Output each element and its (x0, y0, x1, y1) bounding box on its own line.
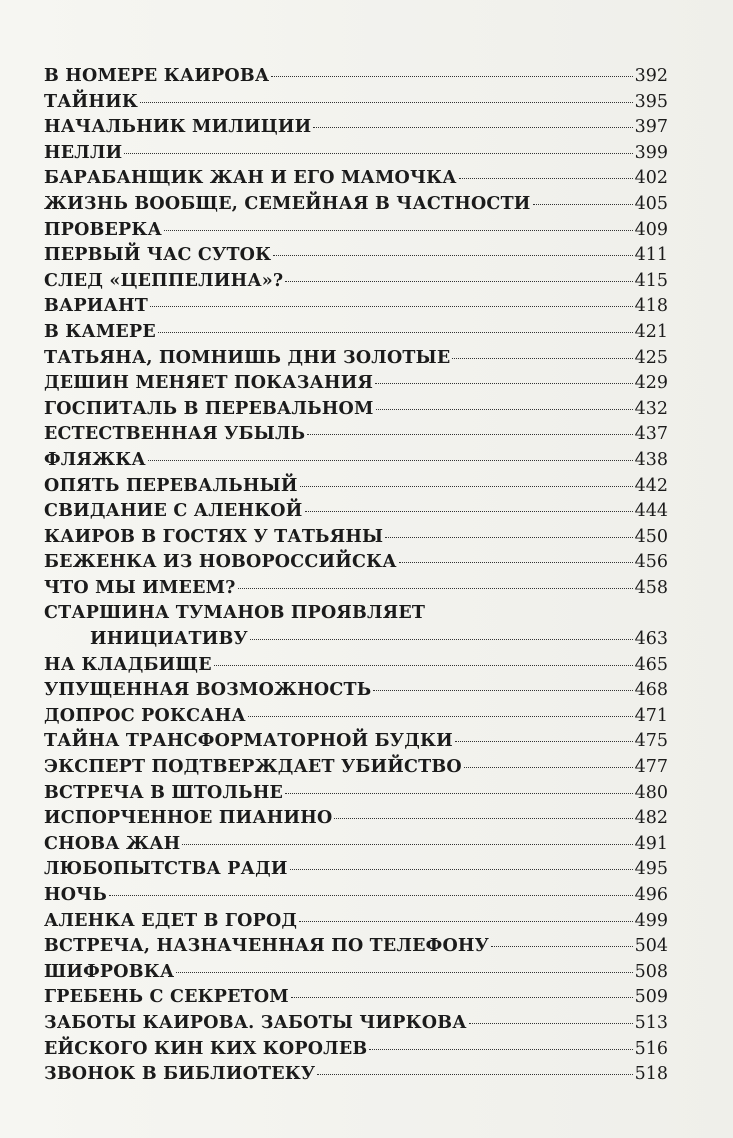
toc-entry (44, 422, 668, 448)
toc-entry-title: СНОВА ЖАН (44, 833, 181, 854)
toc-entry (44, 781, 668, 807)
toc-entry (44, 857, 668, 883)
toc-entry-title: КАИРОВ В ГОСТЯХ У ТАТЬЯНЫ (44, 526, 384, 547)
toc-entry (44, 653, 668, 679)
toc-entry (44, 576, 668, 602)
toc-entry (44, 448, 668, 474)
toc-page-number: 458 (634, 577, 668, 598)
toc-entry-title: ТАЙНИК (44, 91, 138, 112)
dot-leader (285, 280, 632, 282)
toc-page-number: 437 (634, 424, 668, 445)
dot-leader (305, 510, 633, 512)
toc-entry (44, 960, 668, 986)
toc-entry-title: ШИФРОВКА (44, 961, 175, 982)
toc-entry-title: ЛЮБОПЫТСТВА РАДИ (44, 859, 288, 880)
toc-entry (44, 294, 668, 320)
toc-entry (44, 704, 668, 730)
dot-leader (285, 792, 632, 794)
toc-page-number: 508 (634, 961, 668, 982)
dot-leader (140, 101, 633, 103)
toc-page-number: 409 (634, 219, 668, 240)
dot-leader (182, 843, 632, 845)
toc-entry (44, 525, 668, 551)
toc-page-number: 513 (634, 1012, 668, 1033)
toc-entry-title: В НОМЕРЕ КАИРОВА (44, 66, 270, 86)
dot-leader (273, 254, 632, 256)
dot-leader (375, 382, 632, 384)
toc-page-number: 415 (634, 270, 668, 291)
toc-entry-title: В КАМЕРЕ (44, 321, 156, 342)
toc-entry-title: ЕЙСКОГО КИН КИХ КОРОЛЕВ (44, 1038, 368, 1059)
dot-leader (214, 664, 633, 666)
toc-page-number: 402 (634, 168, 668, 189)
dot-leader (469, 1022, 633, 1024)
toc-entry (44, 832, 668, 858)
toc-page-number: 456 (634, 552, 668, 573)
dot-leader (176, 971, 632, 973)
dot-leader (307, 433, 632, 435)
toc-page-number: 444 (634, 501, 668, 522)
toc-entry-title: ВСТРЕЧА В ШТОЛЬНЕ (44, 782, 284, 803)
toc-page-number: 411 (634, 245, 668, 266)
toc-entry-title: БЕЖЕНКА ИЗ НОВОРОССИЙСКА (44, 552, 397, 573)
toc-page-number: 421 (634, 321, 668, 342)
toc-entry (44, 729, 668, 755)
toc-entry (44, 141, 668, 167)
toc-page-number: 425 (634, 347, 668, 368)
toc-entry (44, 192, 668, 218)
toc-entry (44, 909, 668, 935)
toc-entry (44, 1037, 668, 1063)
toc-entry-title: ДОПРОС РОКСАНА (44, 705, 246, 726)
toc-entry (44, 601, 668, 627)
toc-entry-title-continuation: ИНИЦИАТИВУ (90, 629, 248, 650)
dot-leader (533, 203, 633, 205)
toc-entry (44, 1062, 668, 1088)
toc-page-number: 397 (634, 117, 668, 138)
toc-entry-title: ЧТО МЫ ИМЕЕМ? (44, 577, 236, 598)
toc-entry (44, 985, 668, 1011)
toc-entry (44, 499, 668, 525)
toc-entry-title: СЛЕД «ЦЕППЕЛИНА»? (44, 270, 284, 291)
dot-leader (334, 817, 632, 819)
toc-entry-title: ЖИЗНЬ ВООБЩЕ, СЕМЕЙНАЯ В ЧАСТНОСТИ (44, 193, 531, 214)
dot-leader (373, 689, 632, 691)
toc-entry (44, 397, 668, 423)
dot-leader (369, 1048, 632, 1050)
toc-page-number: 482 (634, 808, 668, 829)
toc-page-number: 480 (634, 782, 668, 803)
toc-page-number: 471 (634, 705, 668, 726)
dot-leader (250, 638, 633, 640)
toc-entry (44, 64, 668, 90)
toc-page-number: 475 (634, 731, 668, 752)
toc-entry-title: ГОСПИТАЛЬ В ПЕРЕВАЛЬНОМ (44, 398, 374, 419)
dot-leader (124, 152, 632, 154)
toc-entry-continuation (44, 627, 668, 653)
toc-entry-title: ИСПОРЧЕННОЕ ПИАНИНО (44, 808, 333, 829)
toc-entry-title: УПУЩЕННАЯ ВОЗМОЖНОСТЬ (44, 680, 372, 701)
toc-page-number: 392 (634, 66, 668, 86)
toc-entry-title: ТАЙНА ТРАНСФОРМАТОРНОЙ БУДКИ (44, 731, 453, 752)
toc-entry-title: АЛЕНКА ЕДЕТ В ГОРОД (44, 910, 298, 931)
toc-entry (44, 550, 668, 576)
toc-page-number: 516 (634, 1038, 668, 1059)
dot-leader (148, 459, 633, 461)
toc-entry-title: ОПЯТЬ ПЕРЕВАЛЬНЫЙ (44, 475, 298, 496)
dot-leader (313, 126, 632, 128)
toc-entry (44, 755, 668, 781)
toc-page-number: 495 (634, 859, 668, 880)
toc-page-number: 477 (634, 757, 668, 778)
toc-entry-title: ПРОВЕРКА (44, 219, 162, 240)
toc-page-number: 405 (634, 193, 668, 214)
toc-page-number: 442 (634, 475, 668, 496)
toc-entry-title: БАРАБАНЩИК ЖАН И ЕГО МАМОЧКА (44, 168, 457, 189)
dot-leader (290, 868, 633, 870)
dot-leader (376, 408, 633, 410)
toc-page-number: 499 (634, 910, 668, 931)
toc-entry (44, 346, 668, 372)
toc-page-number: 438 (634, 449, 668, 470)
toc-entry-title: ЭКСПЕРТ ПОДТВЕРЖДАЕТ УБИЙСТВО (44, 757, 462, 778)
toc-entry (44, 371, 668, 397)
toc-page-number: 509 (634, 987, 668, 1008)
toc-entry (44, 218, 668, 244)
dot-leader (271, 75, 632, 77)
toc-page-number: 465 (634, 654, 668, 675)
toc-page-number: 491 (634, 833, 668, 854)
toc-entry-title: НЕЛЛИ (44, 142, 123, 163)
dot-leader (164, 229, 633, 231)
toc-page-number: 504 (634, 936, 668, 957)
toc-entry (44, 806, 668, 832)
dot-leader (291, 996, 633, 998)
toc-entry (44, 243, 668, 269)
dot-leader (150, 305, 633, 307)
dot-leader (317, 1073, 632, 1075)
toc-entry-title: НАЧАЛЬНИК МИЛИЦИИ (44, 117, 312, 138)
toc-page-number: 418 (634, 296, 668, 317)
dot-leader (109, 894, 633, 896)
toc-entry-title: СВИДАНИЕ С АЛЕНКОЙ (44, 501, 303, 522)
toc-page-number: 395 (634, 91, 668, 112)
table-of-contents (44, 64, 668, 1088)
toc-page-number: 429 (634, 373, 668, 394)
toc-entry-title: ЗВОНОК В БИБЛИОТЕКУ (44, 1064, 316, 1085)
dot-leader (248, 715, 633, 717)
toc-entry-title: ГРЕБЕНЬ С СЕКРЕТОМ (44, 987, 289, 1008)
toc-entry (44, 934, 668, 960)
dot-leader (385, 536, 632, 538)
toc-page-number: 463 (634, 629, 668, 650)
toc-entry (44, 90, 668, 116)
toc-entry-title: ДЕШИН МЕНЯЕТ ПОКАЗАНИЯ (44, 373, 374, 394)
toc-entry-title: ВСТРЕЧА, НАЗНАЧЕННАЯ ПО ТЕЛЕФОНУ (44, 936, 490, 957)
toc-entry (44, 474, 668, 500)
dot-leader (300, 485, 633, 487)
toc-entry (44, 678, 668, 704)
toc-page-number: 450 (634, 526, 668, 547)
toc-page-number: 518 (634, 1064, 668, 1085)
dot-leader (299, 920, 632, 922)
toc-entry-title: ТАТЬЯНА, ПОМНИШЬ ДНИ ЗОЛОТЫЕ (44, 347, 451, 368)
toc-entry-title: ВАРИАНТ (44, 296, 148, 317)
toc-entry-title: ЕСТЕСТВЕННАЯ УБЫЛЬ (44, 424, 306, 445)
dot-leader (158, 331, 633, 333)
toc-entry (44, 1011, 668, 1037)
dot-leader (399, 561, 633, 563)
toc-entry-title: СТАРШИНА ТУМАНОВ ПРОЯВЛЯЕТ (44, 603, 426, 624)
toc-entry (44, 883, 668, 909)
toc-entry (44, 115, 668, 141)
toc-entry-title: НОЧЬ (44, 885, 107, 905)
toc-entry-title: ФЛЯЖКА (44, 449, 146, 470)
toc-entry-title: НА КЛАДБИЩЕ (44, 654, 212, 675)
toc-entry-title: ЗАБОТЫ КАИРОВА. ЗАБОТЫ ЧИРКОВА (44, 1012, 467, 1033)
toc-entry (44, 320, 668, 346)
dot-leader (455, 740, 633, 742)
dot-leader (459, 177, 633, 179)
dot-leader (464, 766, 633, 768)
toc-page-number: 432 (634, 398, 668, 419)
toc-entry (44, 269, 668, 295)
dot-leader (238, 587, 633, 589)
dot-leader (491, 945, 633, 947)
toc-page-number: 468 (634, 680, 668, 701)
toc-page-number: 399 (634, 142, 668, 163)
toc-entry-title: ПЕРВЫЙ ЧАС СУТОК (44, 245, 272, 266)
toc-entry (44, 166, 668, 192)
toc-page-number: 496 (634, 885, 668, 905)
dot-leader (452, 357, 632, 359)
